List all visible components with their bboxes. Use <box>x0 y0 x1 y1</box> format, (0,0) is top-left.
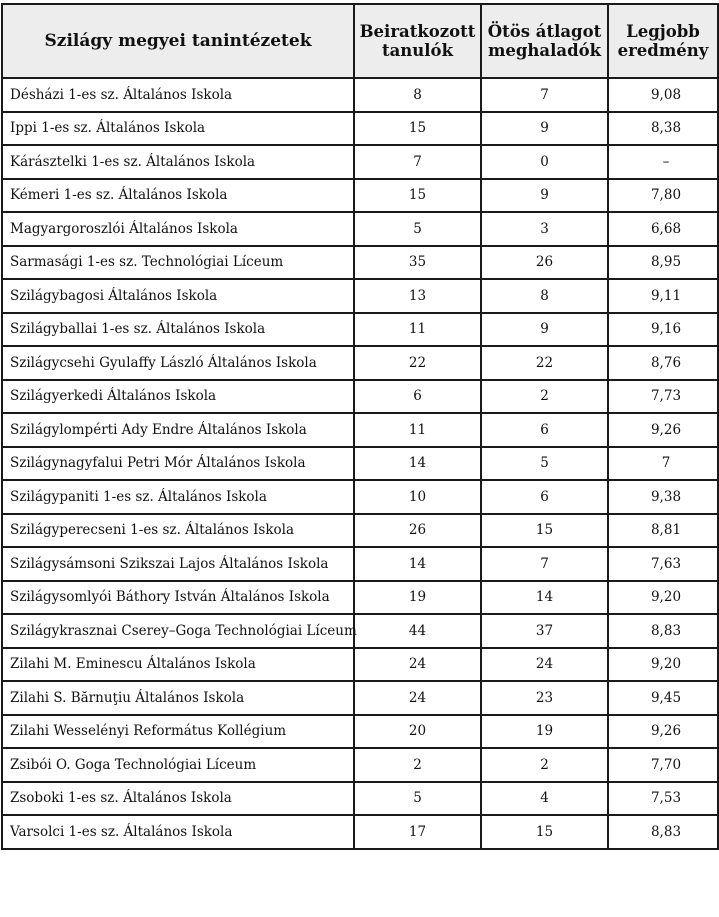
cell-above-five: 8 <box>481 279 608 313</box>
table-row <box>2 413 718 447</box>
cell-school: Szilágysámsoni Szikszai Lajos Általános Iskola <box>2 547 354 581</box>
cell-best: 9,38 <box>608 480 718 514</box>
cell-school: Zsibói O. Goga Technológiai Líceum <box>2 748 354 782</box>
cell-above-five: 37 <box>481 614 608 648</box>
cell-best: 9,11 <box>608 279 718 313</box>
header-best-line-1: Legjobb <box>626 22 700 41</box>
header-best-line-2: eredmény <box>617 41 709 60</box>
header-enrolled-line-1: Beiratkozott <box>359 22 476 41</box>
table-row <box>2 78 718 112</box>
cell-enrolled: 44 <box>354 614 481 648</box>
cell-enrolled: 24 <box>354 681 481 715</box>
cell-above-five: 22 <box>481 346 608 380</box>
school-results-table <box>1 3 719 850</box>
cell-best: 9,26 <box>608 715 718 749</box>
cell-above-five: 19 <box>481 715 608 749</box>
header-row <box>2 4 718 78</box>
cell-above-five: 6 <box>481 480 608 514</box>
header-above-five-line-2: meghaladók <box>487 41 602 60</box>
table-row <box>2 346 718 380</box>
cell-school: Szilágyperecseni 1-es sz. Általános Iskola <box>2 514 354 548</box>
cell-best: 7,70 <box>608 748 718 782</box>
cell-school: Szilágysomlyói Báthory István Általános Iskola <box>2 581 354 615</box>
header-best <box>608 4 718 78</box>
cell-best: 7,80 <box>608 179 718 213</box>
cell-enrolled: 10 <box>354 480 481 514</box>
cell-enrolled: 8 <box>354 78 481 112</box>
table-row <box>2 246 718 280</box>
cell-school: Sarmasági 1-es sz. Technológiai Líceum <box>2 246 354 280</box>
cell-school: Zsoboki 1-es sz. Általános Iskola <box>2 782 354 816</box>
table-row <box>2 212 718 246</box>
cell-school: Varsolci 1-es sz. Általános Iskola <box>2 815 354 849</box>
header-school: Szilágy megyei tanintézetek <box>2 4 354 78</box>
table-row <box>2 112 718 146</box>
cell-best: 8,83 <box>608 815 718 849</box>
table-header <box>2 4 718 78</box>
cell-best: 8,76 <box>608 346 718 380</box>
cell-best: 7,63 <box>608 547 718 581</box>
cell-best: 8,83 <box>608 614 718 648</box>
cell-school: Szilágypaniti 1-es sz. Általános Iskola <box>2 480 354 514</box>
table-row <box>2 447 718 481</box>
cell-best: 9,26 <box>608 413 718 447</box>
cell-school: Ippi 1-es sz. Általános Iskola <box>2 112 354 146</box>
cell-school: Zilahi M. Eminescu Általános Iskola <box>2 648 354 682</box>
cell-best: 7,73 <box>608 380 718 414</box>
cell-above-five: 3 <box>481 212 608 246</box>
table-row <box>2 279 718 313</box>
header-above-five <box>481 4 608 78</box>
table-row <box>2 748 718 782</box>
header-above-five-line-1: Ötös átlagot <box>487 22 602 41</box>
cell-enrolled: 14 <box>354 447 481 481</box>
cell-best: 9,16 <box>608 313 718 347</box>
cell-best: 6,68 <box>608 212 718 246</box>
table-row <box>2 648 718 682</box>
cell-above-five: 14 <box>481 581 608 615</box>
table-row <box>2 581 718 615</box>
cell-school: Szilágyerkedi Általános Iskola <box>2 380 354 414</box>
cell-above-five: 9 <box>481 112 608 146</box>
cell-above-five: 6 <box>481 413 608 447</box>
cell-enrolled: 13 <box>354 279 481 313</box>
cell-school: Désházi 1-es sz. Általános Iskola <box>2 78 354 112</box>
table-row <box>2 547 718 581</box>
cell-school: Szilágybagosi Általános Iskola <box>2 279 354 313</box>
cell-best: 9,20 <box>608 581 718 615</box>
cell-enrolled: 35 <box>354 246 481 280</box>
cell-school: Zilahi Wesselényi Református Kollégium <box>2 715 354 749</box>
table-row <box>2 380 718 414</box>
cell-enrolled: 7 <box>354 145 481 179</box>
cell-above-five: 23 <box>481 681 608 715</box>
table-row <box>2 179 718 213</box>
cell-enrolled: 6 <box>354 380 481 414</box>
cell-above-five: 9 <box>481 313 608 347</box>
cell-school: Magyargoroszlói Általános Iskola <box>2 212 354 246</box>
cell-above-five: 7 <box>481 547 608 581</box>
header-enrolled-line-2: tanulók <box>381 41 453 60</box>
cell-enrolled: 17 <box>354 815 481 849</box>
cell-enrolled: 22 <box>354 346 481 380</box>
cell-above-five: 2 <box>481 748 608 782</box>
cell-enrolled: 15 <box>354 179 481 213</box>
table-row <box>2 313 718 347</box>
cell-school: Zilahi S. Bărnuţiu Általános Iskola <box>2 681 354 715</box>
cell-best: 8,95 <box>608 246 718 280</box>
cell-above-five: 0 <box>481 145 608 179</box>
table-row <box>2 145 718 179</box>
cell-above-five: 7 <box>481 78 608 112</box>
cell-best: – <box>608 145 718 179</box>
cell-above-five: 5 <box>481 447 608 481</box>
cell-enrolled: 14 <box>354 547 481 581</box>
cell-above-five: 2 <box>481 380 608 414</box>
cell-school: Szilágykrasznai Cserey–Goga Technológiai Líceum <box>2 614 354 648</box>
cell-enrolled: 20 <box>354 715 481 749</box>
cell-enrolled: 24 <box>354 648 481 682</box>
cell-above-five: 24 <box>481 648 608 682</box>
cell-school: Szilágycsehi Gyulaffy László Általános Iskola <box>2 346 354 380</box>
cell-school: Kárásztelki 1-es sz. Általános Iskola <box>2 145 354 179</box>
cell-school: Szilágylompérti Ady Endre Általános Iskola <box>2 413 354 447</box>
cell-enrolled: 11 <box>354 413 481 447</box>
table-row <box>2 681 718 715</box>
cell-school: Szilágynagyfalui Petri Mór Általános Iskola <box>2 447 354 481</box>
cell-school: Szilágyballai 1-es sz. Általános Iskola <box>2 313 354 347</box>
cell-above-five: 26 <box>481 246 608 280</box>
cell-school: Kémeri 1-es sz. Általános Iskola <box>2 179 354 213</box>
header-enrolled <box>354 4 481 78</box>
table-row <box>2 815 718 849</box>
cell-above-five: 9 <box>481 179 608 213</box>
cell-above-five: 15 <box>481 815 608 849</box>
cell-best: 9,20 <box>608 648 718 682</box>
table-row <box>2 715 718 749</box>
cell-best: 7 <box>608 447 718 481</box>
cell-best: 9,45 <box>608 681 718 715</box>
cell-enrolled: 5 <box>354 782 481 816</box>
cell-enrolled: 19 <box>354 581 481 615</box>
cell-enrolled: 5 <box>354 212 481 246</box>
table-row <box>2 614 718 648</box>
table-row <box>2 480 718 514</box>
cell-enrolled: 2 <box>354 748 481 782</box>
cell-above-five: 15 <box>481 514 608 548</box>
table-row <box>2 782 718 816</box>
table-body <box>2 78 718 849</box>
cell-best: 8,81 <box>608 514 718 548</box>
table-row <box>2 514 718 548</box>
cell-enrolled: 15 <box>354 112 481 146</box>
cell-enrolled: 26 <box>354 514 481 548</box>
cell-best: 7,53 <box>608 782 718 816</box>
cell-above-five: 4 <box>481 782 608 816</box>
cell-best: 9,08 <box>608 78 718 112</box>
cell-best: 8,38 <box>608 112 718 146</box>
cell-enrolled: 11 <box>354 313 481 347</box>
